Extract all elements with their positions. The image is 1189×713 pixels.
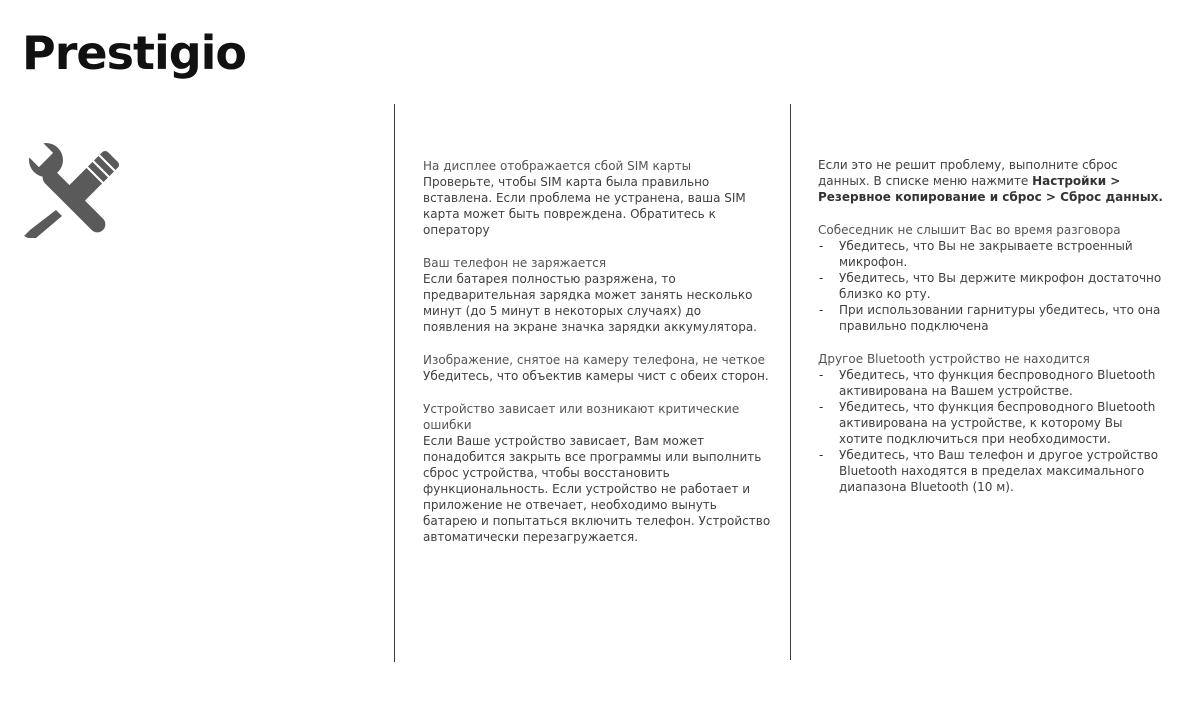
column-divider-left <box>394 104 395 662</box>
wrench-screwdriver-icon <box>22 138 134 238</box>
section-title: Изображение, снятое на камеру телефона, не четкое <box>423 353 766 367</box>
section-bluetooth <box>818 351 1163 495</box>
reset-text: Если это не решит проблему, выполните сброс данных. В списке меню нажмите <box>818 158 1118 188</box>
list-item: - Убедитесь, что функция беспроводного Bluetooth активирована на Вашем устройстве. <box>818 367 1163 399</box>
right-column <box>818 157 1163 512</box>
section-body: Проверьте, чтобы SIM карта была правильно вставлена. Если проблема не устранена, ваша SIM карта может быть повреждена. Обратитесь к оператору <box>423 175 746 237</box>
list-item: - Убедитесь, что Вы не закрываете встроенный микрофон. <box>818 238 1163 270</box>
section-title: Другое Bluetooth устройство не находится <box>818 352 1090 366</box>
section-freeze <box>423 401 771 545</box>
section-body: Если батарея полностью разряжена, то предварительная зарядка может занять несколько минут (до 5 минут в некоторых случаях) до появления на экране значка зарядки аккумулятора. <box>423 272 757 334</box>
section-charging <box>423 255 771 335</box>
list-item: - При использовании гарнитуры убедитесь, что она правильно подключена <box>818 302 1163 334</box>
bullet-list <box>818 238 1163 334</box>
section-title: На дисплее отображается сбой SIM карты <box>423 159 692 173</box>
section-title: Собеседник не слышит Вас во время разговора <box>818 223 1121 237</box>
list-item: - Убедитесь, что функция беспроводного Bluetooth активирована на устройстве, к которому Вы хотите подключиться при необходимости. <box>818 399 1163 447</box>
brand-logo: Prestigio <box>22 26 247 80</box>
section-body: Убедитесь, что объектив камеры чист с обеих сторон. <box>423 369 769 383</box>
section-reset <box>818 157 1163 205</box>
list-item: - Убедитесь, что Ваш телефон и другое устройство Bluetooth находятся в пределах максимального диапазона Bluetooth (10 м). <box>818 447 1163 495</box>
section-title: Ваш телефон не заряжается <box>423 256 607 270</box>
left-column <box>423 158 771 562</box>
section-camera <box>423 352 771 384</box>
section-body: Если Ваше устройство зависает, Вам может понадобится закрыть все программы или выполнить сброс устройства, чтобы восстановить функциональность. Если устройство не работает и приложение не отвечает, необходимо вынуть батарею и попытаться включить телефон. Устройство автоматически перезагружается. <box>423 434 771 544</box>
settings-path: Настройки > Резервное копирование и сброс > Сброс данных. <box>818 174 1163 204</box>
section-title: Устройство зависает или возникают критические ошибки <box>423 402 740 432</box>
bullet-list <box>818 367 1163 495</box>
section-sim <box>423 158 771 238</box>
section-microphone <box>818 222 1163 334</box>
list-item: - Убедитесь, что Вы держите микрофон достаточно близко ко рту. <box>818 270 1163 302</box>
column-divider-right <box>790 104 791 660</box>
